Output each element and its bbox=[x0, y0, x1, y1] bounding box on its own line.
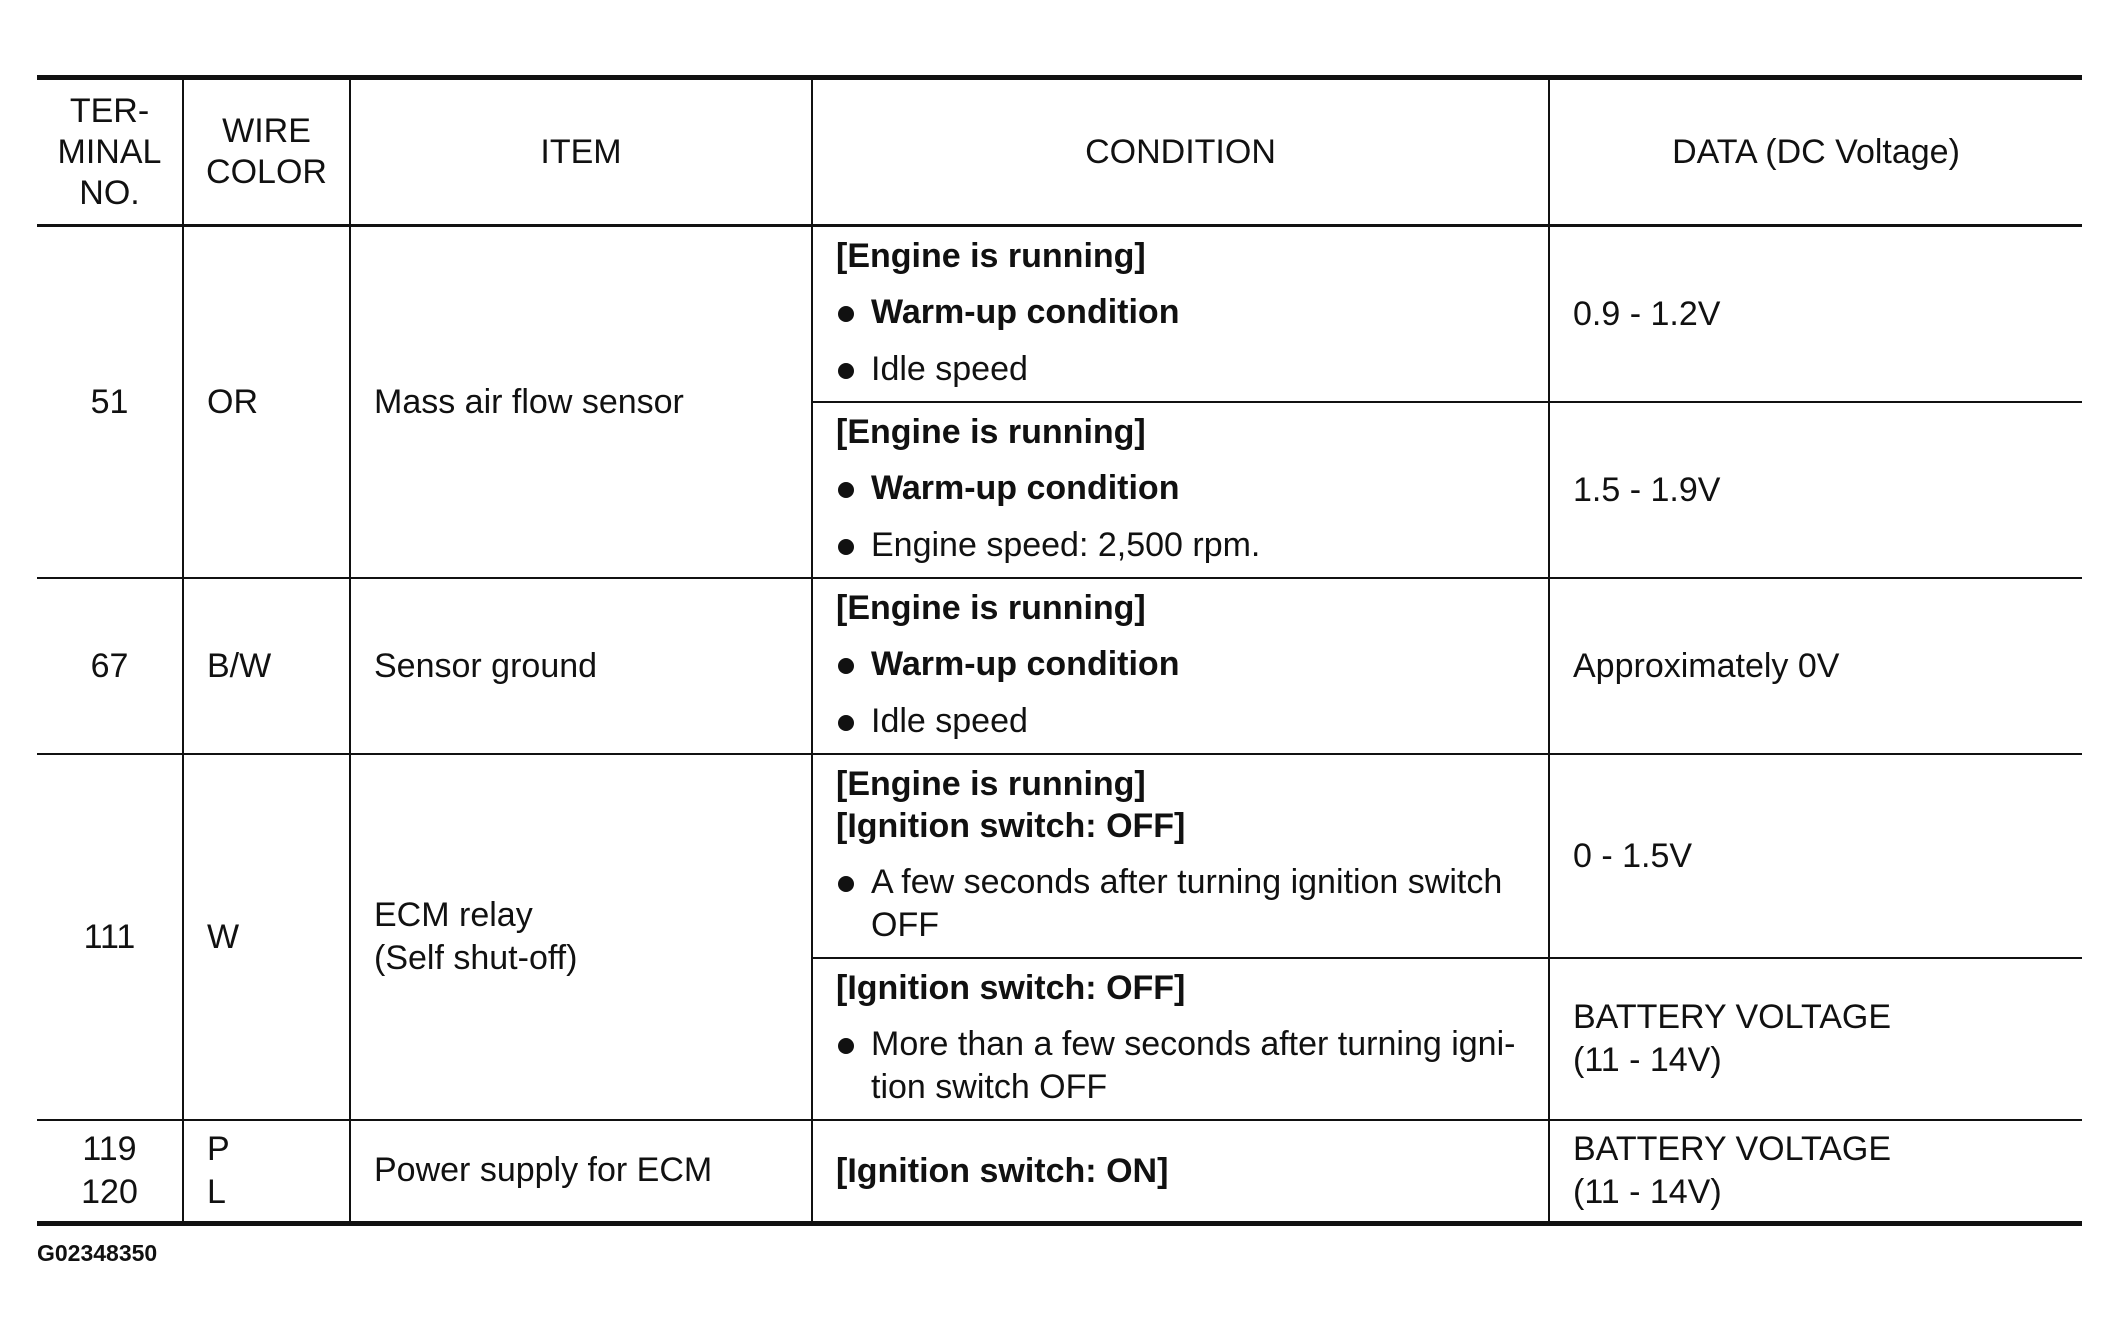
data-line: (11 - 14V) bbox=[1573, 1041, 1722, 1079]
wire-color-cell bbox=[183, 1120, 350, 1223]
item-cell: Mass air flow sensor bbox=[350, 226, 812, 579]
bullet-line: OFF bbox=[871, 906, 939, 944]
item-cell bbox=[350, 754, 812, 1120]
terminal-cell: 67 bbox=[37, 578, 183, 754]
header-wire-color bbox=[183, 78, 350, 226]
wire-color-cell: W bbox=[183, 754, 350, 1120]
wire-color-cell: OR bbox=[183, 226, 350, 579]
wire-line: P bbox=[207, 1129, 230, 1168]
header-terminal-no bbox=[37, 78, 183, 226]
condition-cell bbox=[812, 578, 1549, 754]
header-condition: CONDITION bbox=[812, 78, 1549, 226]
data-cell: 1.5 - 1.9V bbox=[1549, 402, 2082, 578]
data-cell: Approximately 0V bbox=[1549, 578, 2082, 754]
terminal-cell: 51 bbox=[37, 226, 183, 579]
condition-cell bbox=[812, 958, 1549, 1120]
data-cell: 0 - 1.5V bbox=[1549, 754, 2082, 958]
ecm-terminal-table bbox=[37, 75, 2082, 1226]
terminal-cell: 111 bbox=[37, 754, 183, 1120]
bullet-line: tion switch OFF bbox=[871, 1068, 1108, 1106]
header-wire-line1: WIRE bbox=[222, 112, 311, 150]
table-row bbox=[37, 226, 2082, 403]
data-line: BATTERY VOLTAGE bbox=[1573, 1129, 1892, 1168]
condition-header: [Ignition switch: OFF] bbox=[836, 969, 1186, 1007]
header-item: ITEM bbox=[350, 78, 812, 226]
figure-code: G02348350 bbox=[37, 1240, 158, 1266]
item-line: (Self shut-off) bbox=[374, 939, 578, 977]
condition-bullet bbox=[836, 861, 1528, 947]
header-terminal-line1: TER- bbox=[69, 91, 150, 130]
condition-bullet: Idle speed bbox=[836, 700, 1528, 743]
wire-color-cell: B/W bbox=[183, 578, 350, 754]
data-cell bbox=[1549, 958, 2082, 1120]
condition-header: [Ignition switch: OFF] bbox=[836, 807, 1186, 845]
wire-line: L bbox=[207, 1172, 226, 1211]
bullet-line: More than a few seconds after turning igni- bbox=[871, 1025, 1516, 1063]
condition-header: [Engine is running] bbox=[836, 589, 1146, 627]
condition-cell bbox=[812, 754, 1549, 958]
condition-bullet: Engine speed: 2,500 rpm. bbox=[836, 524, 1528, 567]
data-line: (11 - 14V) bbox=[1573, 1172, 1722, 1211]
condition-cell bbox=[812, 402, 1549, 578]
data-line: BATTERY VOLTAGE bbox=[1573, 998, 1892, 1036]
condition-header: [Engine is running] bbox=[836, 765, 1146, 803]
table-row bbox=[37, 578, 2082, 754]
condition-header: [Engine is running] bbox=[836, 413, 1146, 451]
item-cell: Sensor ground bbox=[350, 578, 812, 754]
condition-header: [Engine is running] bbox=[836, 237, 1146, 275]
condition-header: [Ignition switch: ON] bbox=[836, 1151, 1169, 1190]
condition-bullet: Idle speed bbox=[836, 348, 1528, 391]
terminal-line: 120 bbox=[81, 1172, 138, 1211]
terminal-line: 119 bbox=[82, 1129, 137, 1168]
table-row bbox=[37, 754, 2082, 958]
table-header bbox=[37, 78, 2082, 226]
condition-cell bbox=[812, 226, 1549, 403]
header-terminal-line2: MINAL bbox=[57, 132, 162, 171]
condition-bullet: Warm-up condition bbox=[836, 467, 1528, 510]
condition-bullet: Warm-up condition bbox=[836, 643, 1528, 686]
item-cell: Power supply for ECM bbox=[350, 1120, 812, 1223]
data-cell: 0.9 - 1.2V bbox=[1549, 226, 2082, 403]
condition-bullet bbox=[836, 1023, 1528, 1109]
header-data: DATA (DC Voltage) bbox=[1549, 78, 2082, 226]
condition-cell bbox=[812, 1120, 1549, 1223]
condition-bullet: Warm-up condition bbox=[836, 291, 1528, 334]
bullet-line: A few seconds after turning ignition switch bbox=[871, 863, 1503, 901]
table-row bbox=[37, 1120, 2082, 1223]
terminal-cell bbox=[37, 1120, 183, 1223]
header-wire-line2: COLOR bbox=[206, 153, 327, 191]
data-cell bbox=[1549, 1120, 2082, 1223]
header-terminal-line3: NO. bbox=[79, 173, 140, 212]
item-line: ECM relay bbox=[374, 896, 533, 934]
